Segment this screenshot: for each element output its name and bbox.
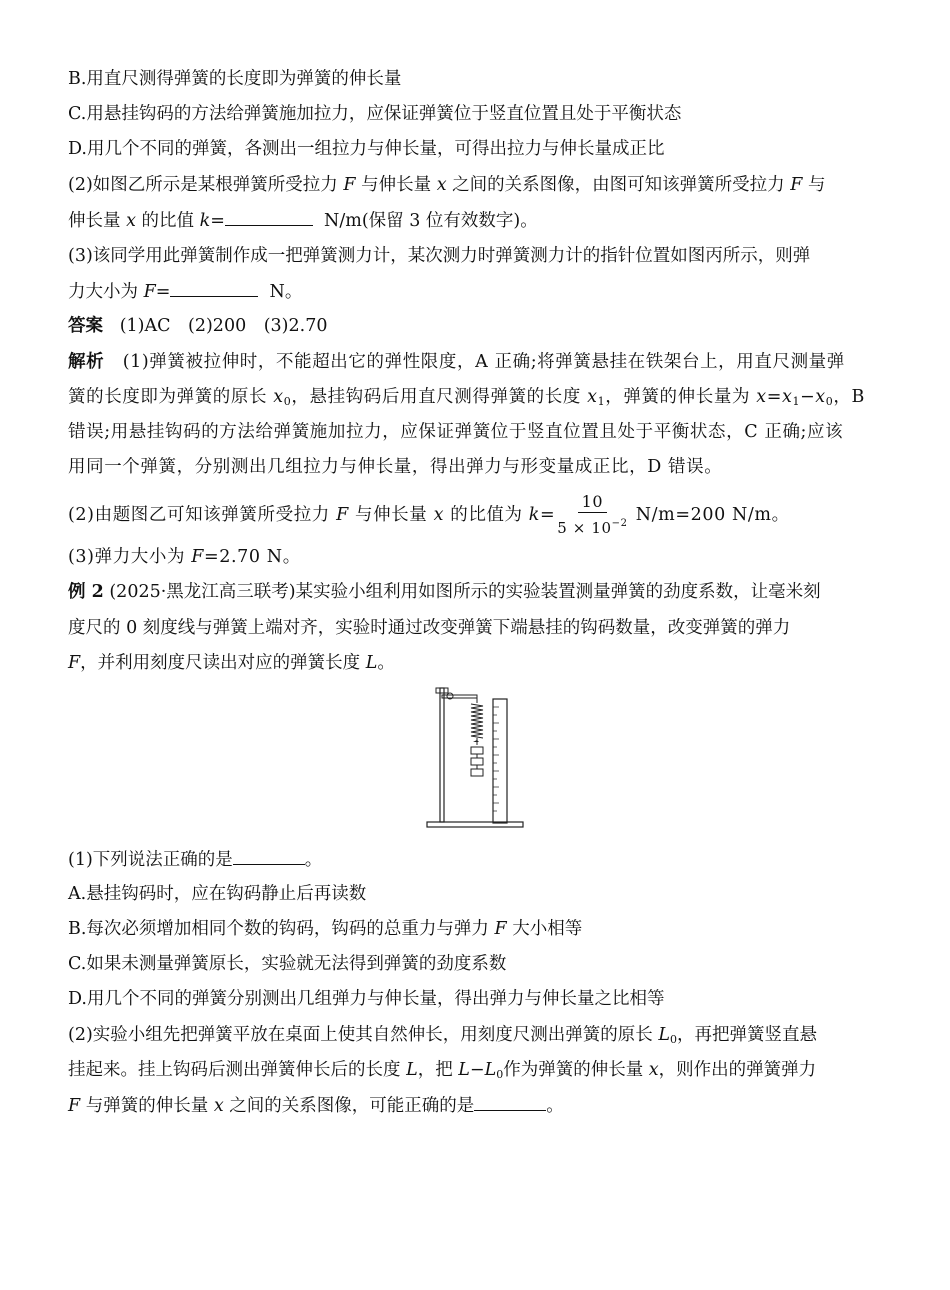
option-d-line: D.用几个不同的弹簧，各测出一组拉力与伸长量，可得出拉力与伸长量成正比 — [68, 139, 665, 159]
part-1-question: (1)下列说法正确的是 。 — [68, 847, 878, 872]
part-1-option-a: A.悬挂钩码时，应在钩码静止后再读数 — [68, 884, 367, 904]
analysis-line-6: (3)弹力大小为 F=2.70 N。 — [68, 547, 301, 567]
example-2-line-2: 度尺的 0 刻度线与弹簧上端对齐，实验时通过改变弹簧下端悬挂的钩码数量，改变弹簧的弹力 — [68, 618, 791, 638]
question-3-line-2: 力大小为 F= N。 — [68, 279, 878, 304]
part-2-line-1: (2)实验小组先把弹簧平放在桌面上使其自然伸长，用刻度尺测出弹簧的原长 $L_0$，再把弹簧竖直悬 — [68, 1025, 817, 1046]
analysis-line-3: 错误;用悬挂钩码的方法给弹簧施加拉力，应保证弹簧位于竖直位置且处于平衡状态，C 正确;应该 — [68, 422, 844, 442]
option-b-line: B.用直尺测得弹簧的长度即为弹簧的伸长量 — [68, 69, 402, 89]
question-3-line-1: (3)该同学用此弹簧制作成一把弹簧测力计，某次测力时弹簧测力计的指针位置如图丙所示，则弹 — [68, 246, 811, 266]
spring-apparatus-figure — [423, 685, 527, 831]
analysis-line-2: 簧的长度即为弹簧的原长 $x_0$，悬挂钩码后用直尺测得弹簧的长度 $x_1$，弹簧的伸长量为 $x=x_1-x_0$，B — [68, 387, 865, 408]
analysis-line-1: 解析 (1)弹簧被拉伸时，不能超出它的弹性限度，A 正确;将弹簧悬挂在铁架台上，用直尺测量弹 — [68, 352, 845, 372]
example-2-line-3: F，并利用刻度尺读出对应的弹簧长度 L。 — [68, 653, 395, 673]
answer-blank-part-1[interactable] — [233, 847, 305, 865]
fraction: $\frac{10}{5 \times 10^{-2}}$ — [557, 492, 628, 537]
part-1-option-b: B.每次必须增加相同个数的钩码，钩码的总重力与弹力 F 大小相等 — [68, 919, 583, 939]
example-2-line-1: 例 2 (2025·黑龙江高三联考)某实验小组利用如图所示的实验装置测量弹簧的劲度系数，让毫米刻 — [68, 582, 821, 602]
part-2-line-3: F 与弹簧的伸长量 x 之间的关系图像，可能正确的是 。 — [68, 1093, 878, 1118]
answer-blank-part-2[interactable] — [474, 1093, 546, 1111]
analysis-line-5: (2)由题图乙可知该弹簧所受拉力 F 与伸长量 x 的比值为 k= $\frac{10}{5 \times 10^{-2}}$ N/m=200 N/m。 — [68, 492, 790, 537]
question-2-line-1: (2)如图乙所示是某根弹簧所受拉力 F 与伸长量 x 之间的关系图像，由图可知该弹簧所受拉力 F 与 — [68, 175, 826, 195]
question-2-line-2: 伸长量 x 的比值 k= N/m(保留 3 位有效数字)。 — [68, 208, 878, 233]
part-1-option-d: D.用几个不同的弹簧分别测出几组弹力与伸长量，得出弹力与伸长量之比相等 — [68, 989, 665, 1009]
part-2-line-2: 挂起来。挂上钩码后测出弹簧伸长后的长度 L，把 $L-L_0$作为弹簧的伸长量 x，则作出的弹簧弹力 — [68, 1060, 817, 1081]
analysis-line-4: 用同一个弹簧，分别测出几组拉力与伸长量，得出弹力与形变量成正比，D 错误。 — [68, 457, 723, 477]
answer-blank-f[interactable] — [170, 279, 258, 297]
answer-blank-k[interactable] — [225, 208, 313, 226]
answer-line: 答案 (1)AC (2)200 (3)2.70 — [68, 316, 328, 336]
option-c-line: C.用悬挂钩码的方法给弹簧施加拉力，应保证弹簧位于竖直位置且处于平衡状态 — [68, 104, 682, 124]
part-1-option-c: C.如果未测量弹簧原长，实验就无法得到弹簧的劲度系数 — [68, 954, 507, 974]
